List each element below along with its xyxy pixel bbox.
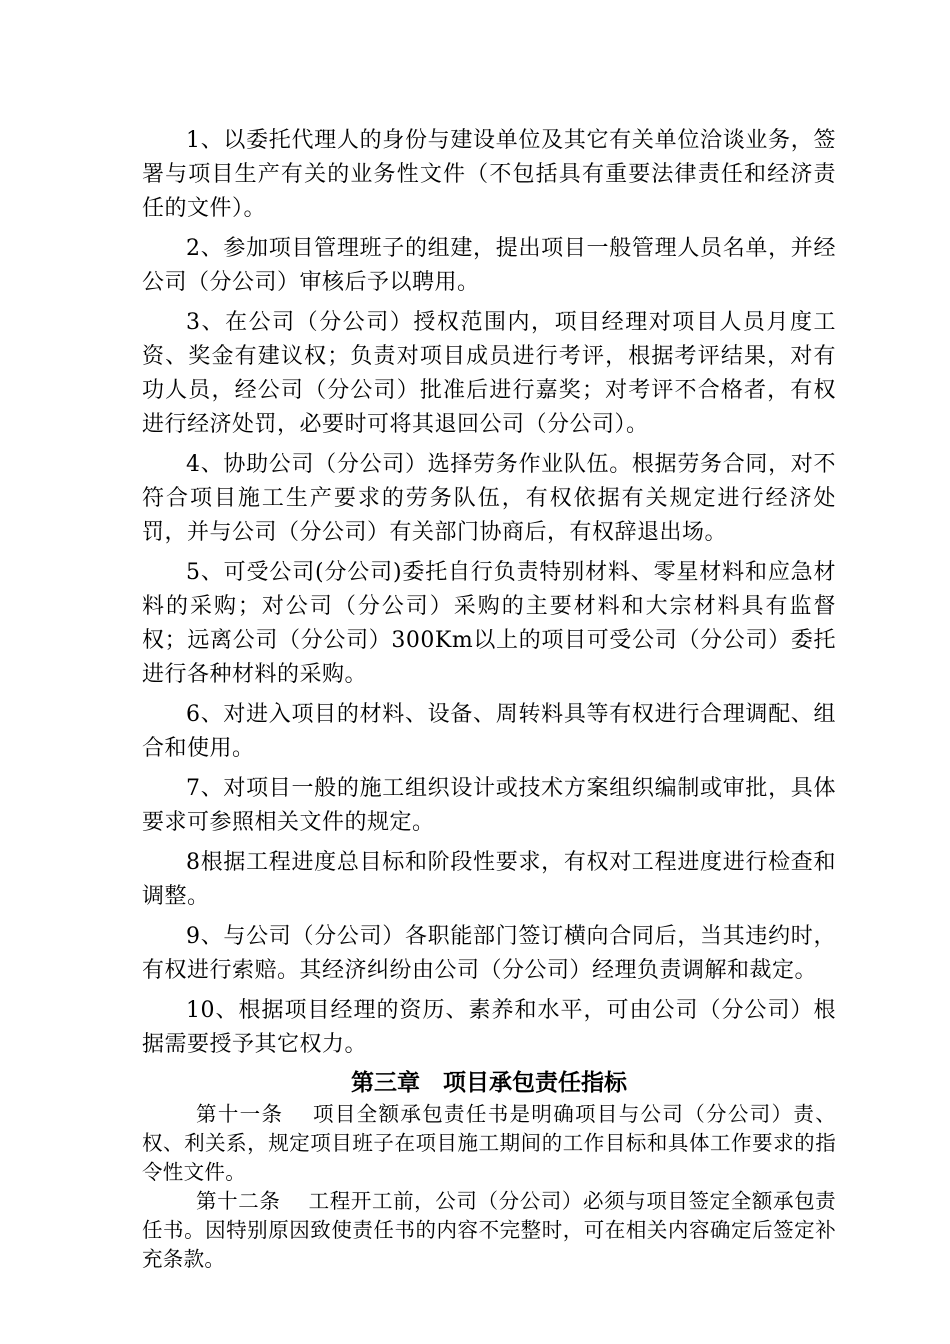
authority-item-8: 8根据工程进度总目标和阶段性要求，有权对工程进度进行检查和调整。 (142, 850, 836, 909)
authority-item-4: 4、协助公司（分公司）选择劳务作业队伍。根据劳务合同，对不符合项目施工生产要求的劳务队伍，有权依据有关规定进行经济处罚，并与公司（分公司）有关部门协商后，有权辞退出场。 (142, 452, 836, 545)
article-11: 第十一条 项目全额承包责任书是明确项目与公司（分公司）责、权、利关系，规定项目班子在项目施工期间的工作目标和具体工作要求的指令性文件。 (142, 1102, 836, 1184)
document-page (142, 124, 836, 1274)
authority-item-3: 3、在公司（分公司）授权范围内，项目经理对项目人员月度工资、奖金有建议权；负责对项目成员进行考评，根据考评结果，对有功人员，经公司（分公司）批准后进行嘉奖；对考评不合格者，有权进行经济处罚，必要时可将其退回公司（分公司）。 (142, 310, 836, 437)
chapter-title: 第三章 项目承包责任指标 (351, 1070, 627, 1096)
authority-item-1: 1、以委托代理人的身份与建设单位及其它有关单位洽谈业务，签署与项目生产有关的业务性文件（不包括具有重要法律责任和经济责任的文件）。 (142, 128, 836, 221)
authority-item-5: 5、可受公司(分公司)委托自行负责特别材料、零星材料和应急材料的采购；对公司（分公司）采购的主要材料和大宗材料具有监督权；远离公司（分公司）300Km以上的项目可受公司（分公司）委托进行各种材料的采购。 (142, 560, 836, 687)
authority-item-10: 10、根据项目经理的资历、素养和水平，可由公司（分公司）根据需要授予其它权力。 (142, 998, 836, 1057)
article-12: 第十二条 工程开工前，公司（分公司）必须与项目签定全额承包责任书。因特别原因致使责任书的内容不完整时，可在相关内容确定后签定补充条款。 (142, 1189, 836, 1271)
authority-item-2: 2、参加项目管理班子的组建，提出项目一般管理人员名单，并经公司（分公司）审核后予以聘用。 (142, 236, 836, 295)
authority-item-9: 9、与公司（分公司）各职能部门签订横向合同后，当其违约时，有权进行索赔。其经济纠纷由公司（分公司）经理负责调解和裁定。 (142, 924, 836, 983)
authority-item-7: 7、对项目一般的施工组织设计或技术方案组织编制或审批，具体要求可参照相关文件的规定。 (142, 776, 836, 835)
authority-item-6: 6、对进入项目的材料、设备、周转料具等有权进行合理调配、组合和使用。 (142, 702, 836, 761)
